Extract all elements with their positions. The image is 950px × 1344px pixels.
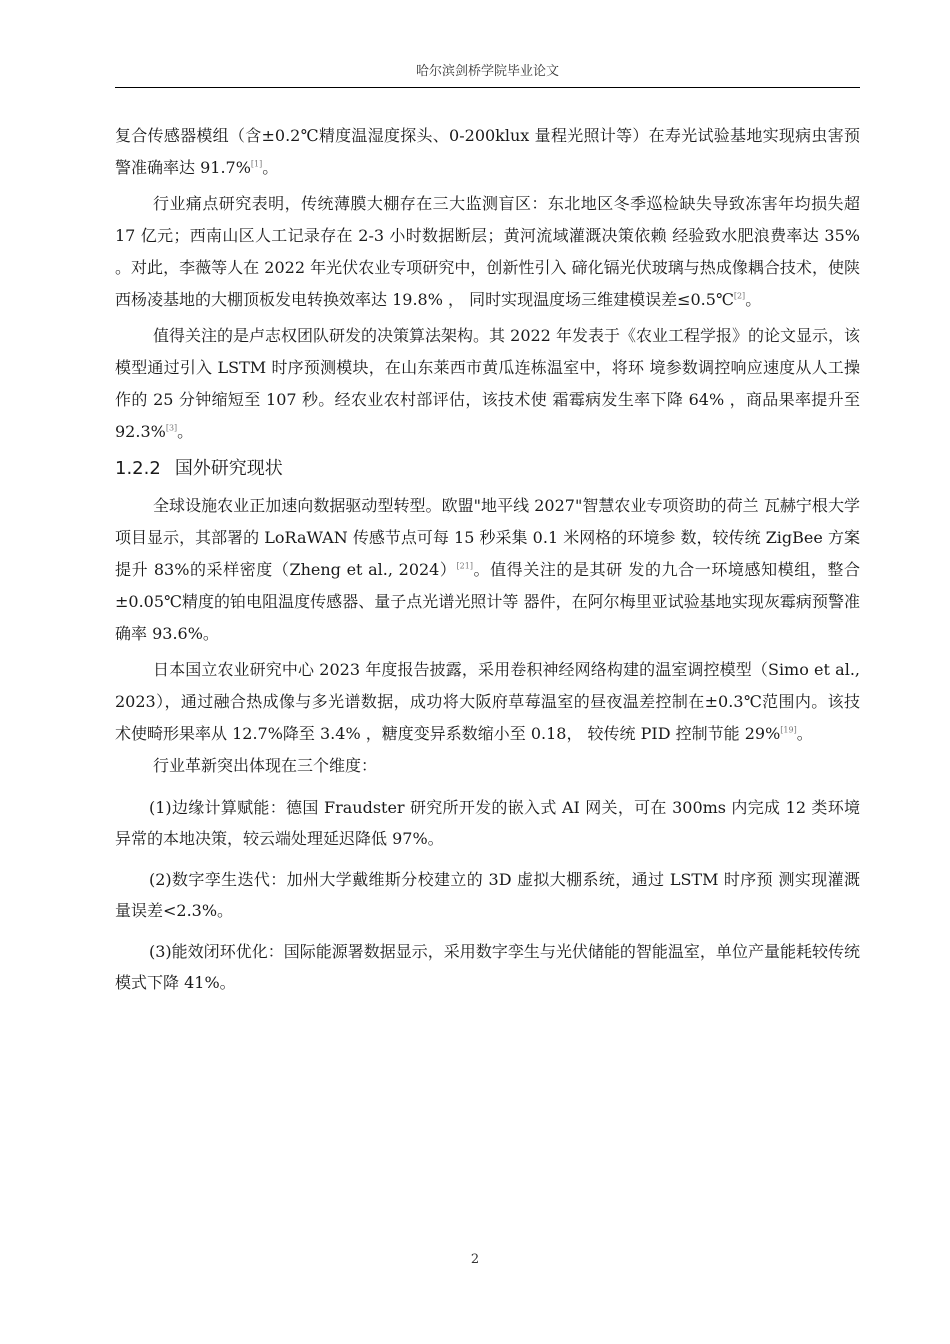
page-footer [0, 1252, 950, 1267]
section-number: 1.2.2 [115, 458, 161, 479]
citation-ref: [1] [250, 159, 263, 169]
list-item-edge-computing: (1)边缘计算赋能：德国 Fraudster 研究所开发的嵌入式 AI 网关，可在 300ms 内完成 12 类环境异常的本地决策，较云端处理延迟降低 97%。 [115, 798, 860, 848]
section-heading [115, 454, 860, 484]
paragraph-industry-pain-points: 行业痛点研究表明，传统薄膜大棚存在三大监测盲区：东北地区冬季巡检缺失导致冻害年均损失超 17 亿元；西南山区人工记录存在 2-3 小时数据断层；黄河流域灌溉决策依赖 经验致水肥浪费率达 35% 。对此，李薇等人在 2022 年光伏农业专项研究中，创新性引入 碲化镉光伏玻璃与热成像耦合技术，使陕西杨凌基地的大棚顶板发电转换效率达 19.8% ， 同时实现温度场三维建模误差≤0.5℃[2]。 [115, 194, 860, 309]
page-number: 2 [470, 1252, 480, 1267]
header-title: 哈尔滨剑桥学院毕业论文 [415, 64, 559, 79]
citation-ref: [3] [165, 423, 178, 433]
page-header [115, 60, 860, 88]
paragraph-japan-research: 日本国立农业研究中心 2023 年度报告披露，采用卷积神经网络构建的温室调控模型（Simo et al., 2023），通过融合热成像与多光谱数据，成功将大阪府草莓温室的昼夜温差控制在±0.3℃范围内。该技术使畸形果率从 12.7%降至 3.4% ，糖度变异系数缩小至 0.18， 较传统 PID 控制节能 29%[19]。 [115, 660, 860, 743]
paragraph-global-trend: 全球设施农业正加速向数据驱动型转型。欧盟"地平线 2027"智慧农业专项资助的荷兰 瓦赫宁根大学项目显示，其部署的 LoRaWAN 传感节点可每 15 秒采集 0.1 米网格的环境参 数，较传统 ZigBee 方案提升 83%的采样密度（Zheng et al., 2024）[21]。值得关注的是其研 发的九合一环境感知模组，整合±0.05℃精度的铂电阻温度传感器、量子点光谱光照计等 器件，在阿尔梅里亚试验基地实现灰霉病预警准确率 93.6%。 [115, 496, 860, 643]
paragraph-dimensions-intro: 行业革新突出体现在三个维度： [153, 756, 378, 775]
list-item-energy-optimization: (3)能效闭环优化：国际能源署数据显示，采用数字孪生与光伏储能的智能温室，单位产量能耗较传统模式下降 41%。 [115, 942, 860, 992]
document-body [115, 120, 860, 998]
section-title: 国外研究现状 [174, 458, 283, 479]
paragraph-decision-algorithm: 值得关注的是卢志权团队研发的决策算法架构。其 2022 年发表于《农业工程学报》的论文显示，该模型通过引入 LSTM 时序预测模块，在山东莱西市黄瓜连栋温室中，将环 境参数调控响应速度从人工操作的 25 分钟缩短至 107 秒。经农业农村部评估，该技术使 霜霉病发生率下降 64% ，商品果率提升至 92.3%[3]。 [115, 326, 860, 441]
list-item-digital-twin: (2)数字孪生迭代：加州大学戴维斯分校建立的 3D 虚拟大棚系统，通过 LSTM 时序预 测实现灌溉量误差<2.3%。 [115, 870, 860, 920]
citation-ref: [2] [733, 291, 746, 301]
paragraph-sensor-module: 复合传感器模组（含±0.2℃精度温湿度探头、0-200klux 量程光照计等）在寿光试验基地实现病虫害预警准确率达 91.7%[1]。 [115, 126, 860, 177]
citation-ref: [21] [456, 561, 473, 571]
citation-ref: [19] [780, 725, 797, 735]
